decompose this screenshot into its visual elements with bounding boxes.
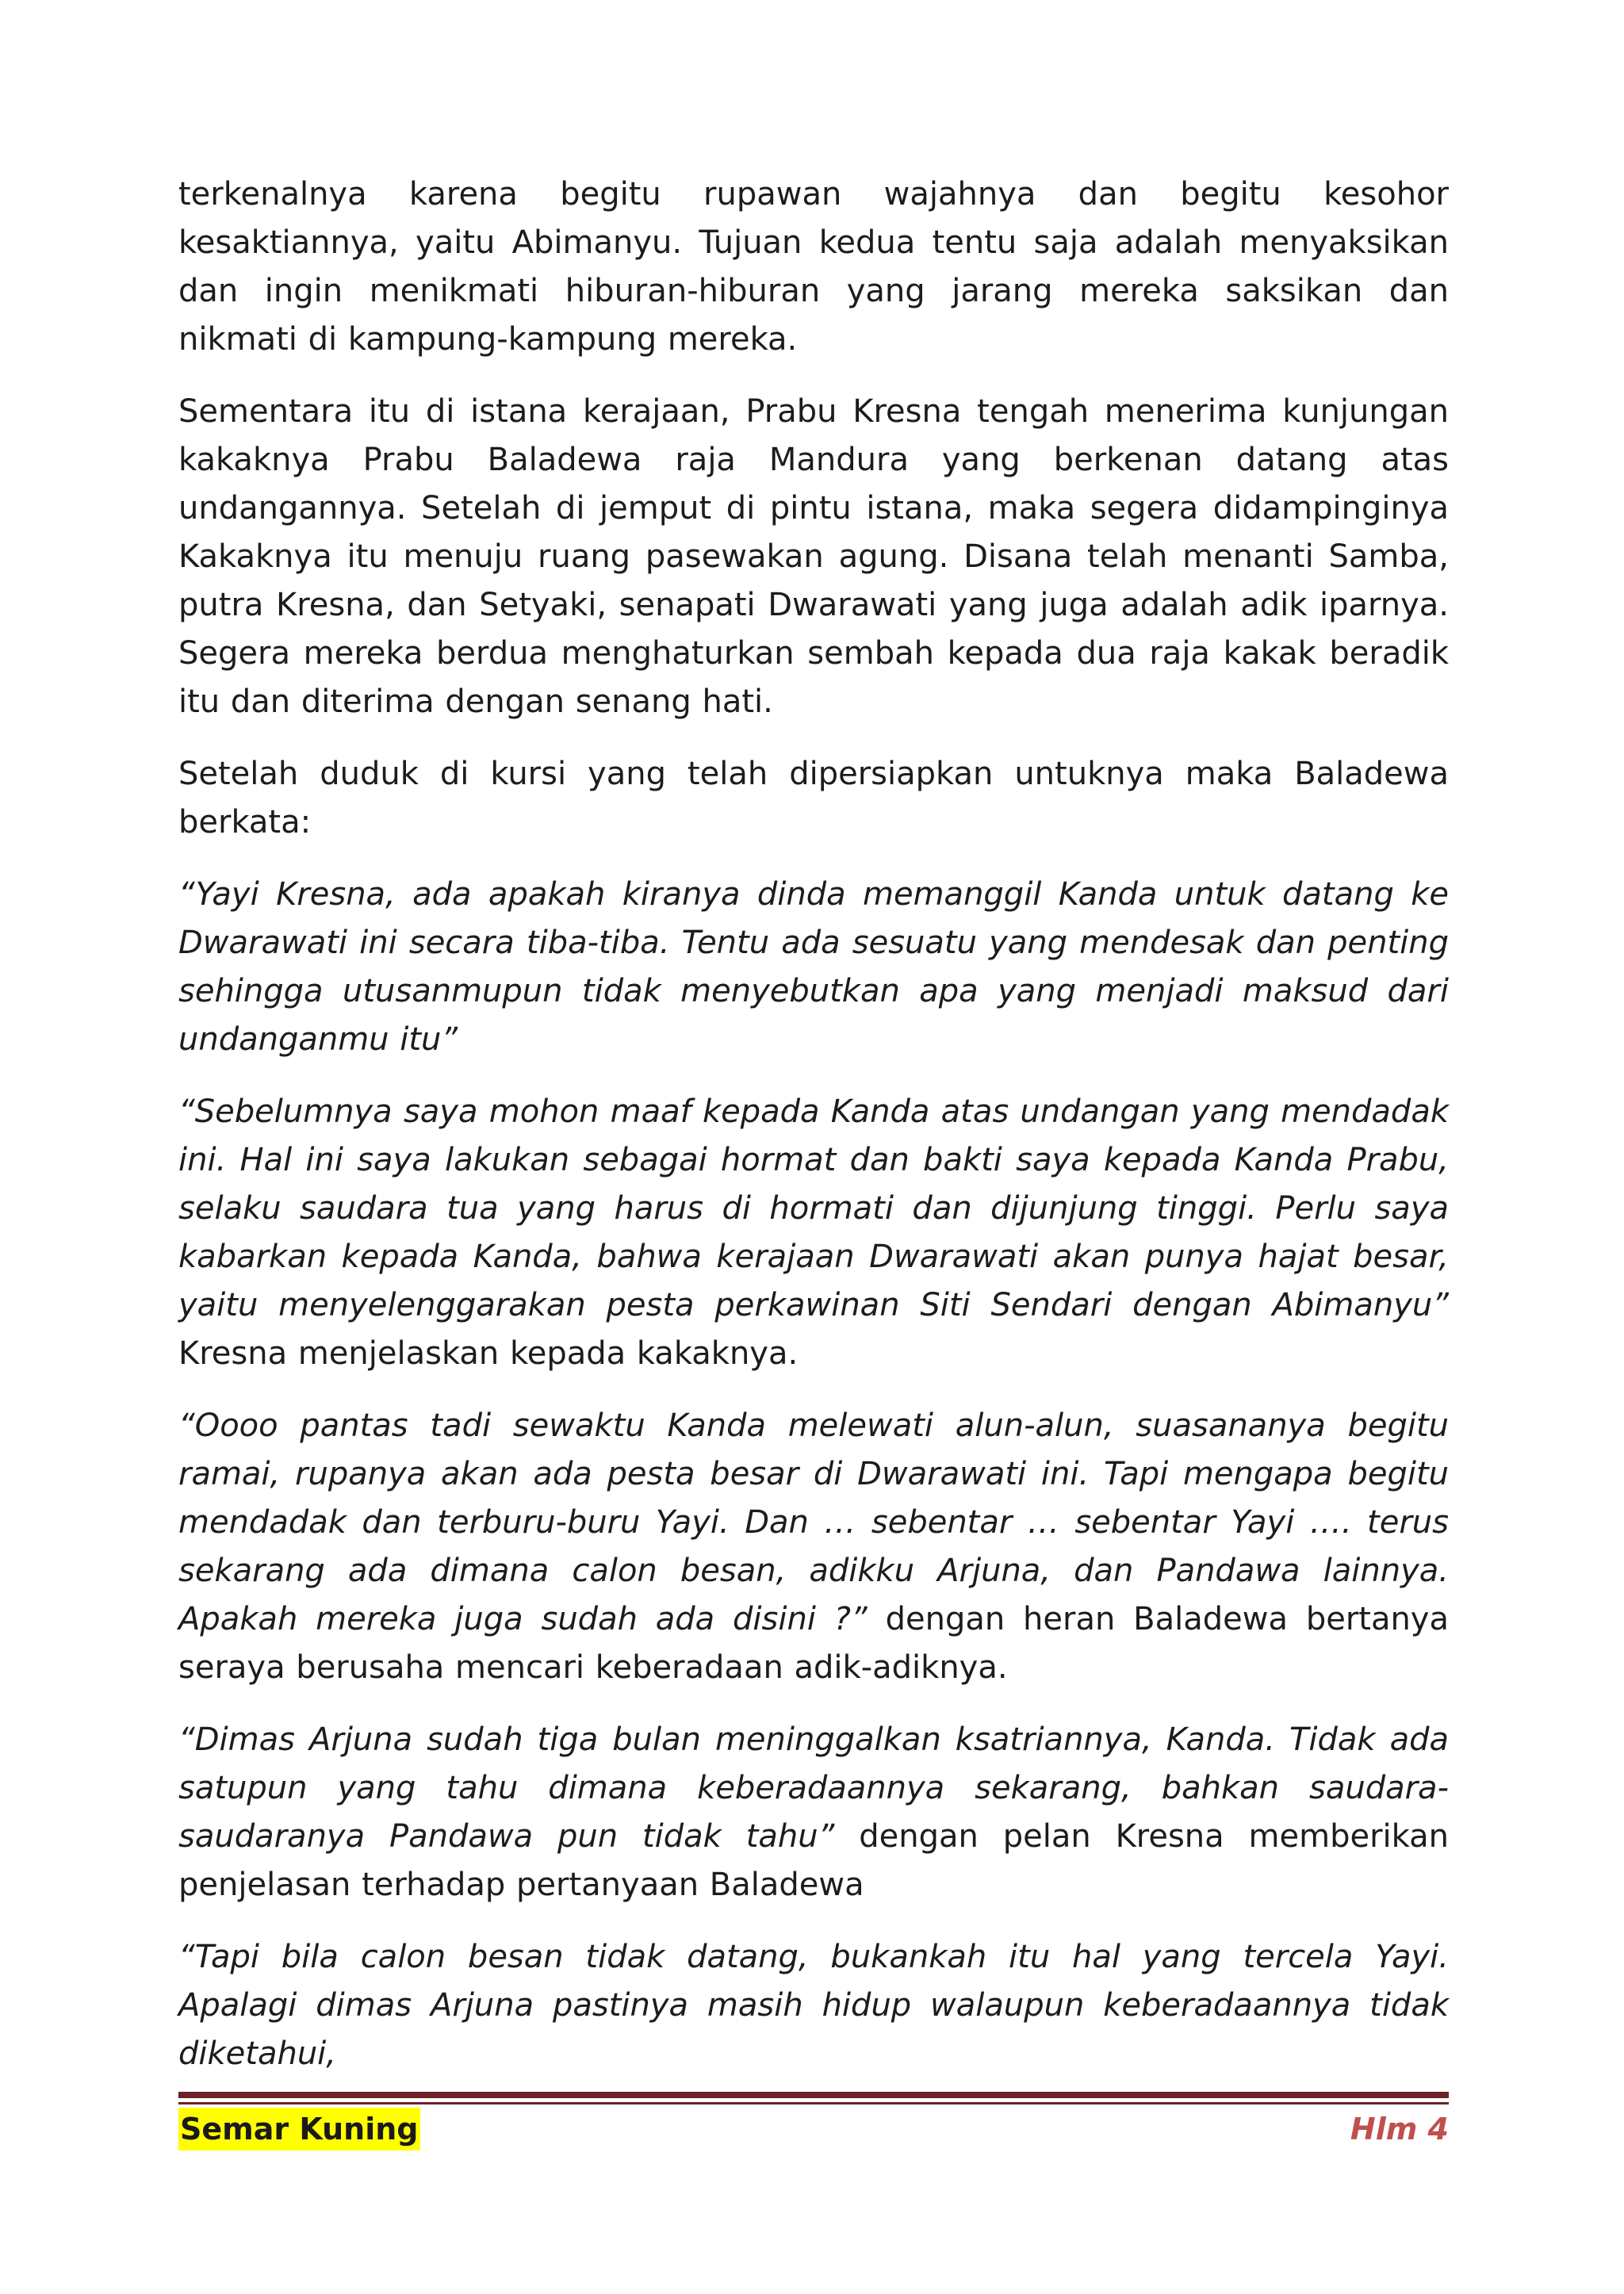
narration-text: dengan pelan Kresna memberikan penjelasan terhadap pertanyaan Baladewa bbox=[178, 1818, 1449, 1903]
body-paragraph bbox=[178, 1088, 1449, 1378]
dialogue-text: “Tapi bila calon besan tidak datang, bukankah itu hal yang tercela Yayi. Apalagi dimas Arjuna pastinya masih hidup walaupun keberadaannya tidak diketahui, bbox=[178, 1939, 1449, 2072]
narration-text: dengan heran Baladewa bertanya seraya berusaha mencari keberadaan adik-adiknya. bbox=[178, 1601, 1449, 1686]
footer-rule-thin bbox=[178, 2102, 1449, 2104]
dialogue-text: “Dimas Arjuna sudah tiga bulan meninggalkan ksatriannya, Kanda. Tidak ada satupun yang tahu dimana keberadaannya sekarang, bahkan saudara-saudaranya Pandawa pun tidak tahu” bbox=[178, 1721, 1449, 1855]
dialogue-text: “Oooo pantas tadi sewaktu Kanda melewati alun-alun, suasananya begitu ramai, rupanya akan ada pesta besar di Dwarawati ini. Tapi mengapa begitu mendadak dan terburu-buru Yayi. Dan … sebentar … sebentar Yayi …. terus sekarang ada dimana calon besan, adikku Arjuna, dan Pandawa lainnya. Apakah mereka juga sudah ada disini ?” bbox=[178, 1407, 1449, 1637]
narration-text: Setelah duduk di kursi yang telah dipersiapkan untuknya maka Baladewa berkata: bbox=[178, 756, 1449, 841]
narration-text: Kresna menjelaskan kepada kakaknya. bbox=[178, 1335, 799, 1372]
body-paragraph bbox=[178, 388, 1449, 726]
footer-page-number: Hlm 4 bbox=[1350, 2112, 1449, 2147]
body-paragraph bbox=[178, 750, 1449, 847]
body-paragraph bbox=[178, 1933, 1449, 2078]
body-paragraph bbox=[178, 1716, 1449, 1909]
body-text bbox=[178, 170, 1449, 2102]
footer-book-title: Semar Kuning bbox=[178, 2108, 420, 2150]
body-paragraph bbox=[178, 170, 1449, 364]
narration-text: terkenalnya karena begitu rupawan wajahnya dan begitu kesohor kesaktiannya, yaitu Abimanyu. Tujuan kedua tentu saja adalah menyaksikan dan ingin menikmati hiburan-hiburan yang jarang mereka saksikan dan nikmati di kampung-kampung mereka. bbox=[178, 176, 1449, 358]
narration-text: Sementara itu di istana kerajaan, Prabu Kresna tengah menerima kunjungan kakaknya Prabu Baladewa raja Mandura yang berkenan datang atas undangannya. Setelah di jemput di pintu istana, maka segera didampinginya Kakaknya itu menuju ruang pasewakan agung. Disana telah menanti Samba, putra Kresna, dan Setyaki, senapati Dwarawati yang juga adalah adik iparnya. Segera mereka berdua menghaturkan sembah kepada dua raja kakak beradik itu dan diterima dengan senang hati. bbox=[178, 393, 1449, 720]
dialogue-text: “Sebelumnya saya mohon maaf kepada Kanda atas undangan yang mendadak ini. Hal ini saya lakukan sebagai hormat dan bakti saya kepada Kanda Prabu, selaku saudara tua yang harus di hormati dan dijunjung tinggi. Perlu saya kabarkan kepada Kanda, bahwa kerajaan Dwarawati akan punya hajat besar, yaitu menyelenggarakan pesta perkawinan Siti Sendari dengan Abimanyu” bbox=[178, 1093, 1449, 1323]
dialogue-text: “Yayi Kresna, ada apakah kiranya dinda memanggil Kanda untuk datang ke Dwarawati ini secara tiba-tiba. Tentu ada sesuatu yang mendesak dan penting sehingga utusanmupun tidak menyebutkan apa yang menjadi maksud dari undanganmu itu” bbox=[178, 876, 1449, 1058]
body-paragraph bbox=[178, 1402, 1449, 1692]
footer-rule-thick bbox=[178, 2092, 1449, 2098]
body-paragraph bbox=[178, 871, 1449, 1064]
